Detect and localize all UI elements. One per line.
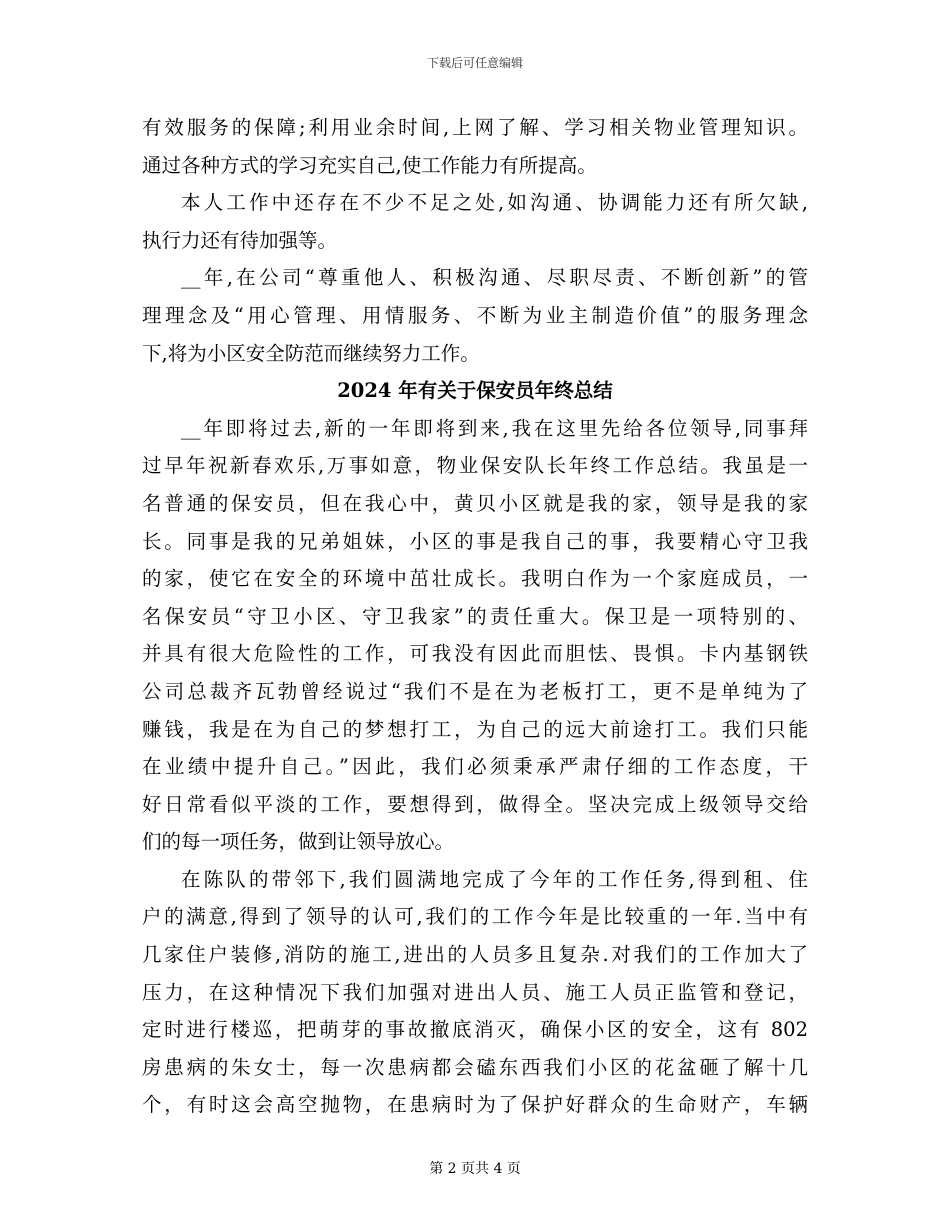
paragraph-line: 房患病的朱女士，每一次患病都会磕东西我们小区的花盆砸了解十几 bbox=[142, 1055, 808, 1079]
section-title: 2024 年有关于保安员年终总结 bbox=[337, 379, 613, 403]
paragraph-line: 并具有很大危险性的工作，可我没有因此而胆怯、畏惧。卡内基钢铁 bbox=[142, 642, 808, 666]
paragraph-line: 们的每一项任务，做到让领导放心。 bbox=[142, 830, 455, 854]
paragraph-line: 名保安员“守卫小区、守卫我家”的责任重大。保卫是一项特别的、 bbox=[142, 604, 808, 628]
paragraph-line: 定时进行楼巡，把萌芽的事故撤底消灭，确保小区的安全，这有 802 bbox=[142, 1018, 808, 1042]
paragraph-line: __年即将过去,新的一年即将到来,我在这里先给各位领导,同事拜 bbox=[181, 416, 808, 440]
paragraph-line: 好日常看似平淡的工作，要想得到，做得全。坚决完成上级领导交给 bbox=[142, 792, 808, 816]
paragraph-line: 几家住户装修,消防的施工,进出的人员多且复杂.对我们的工作加大了 bbox=[142, 943, 808, 967]
paragraph-line: 赚钱，我是在为自己的梦想打工，为自己的远大前途打工。我们只能 bbox=[142, 717, 808, 741]
paragraph-line: 在业绩中提升自己。”因此，我们必须秉承严肃仔细的工作态度，干 bbox=[142, 755, 808, 779]
document-body bbox=[142, 109, 808, 1124]
paragraph-line: 理理念及“用心管理、用情服务、不断为业主制造价值”的服务理念 bbox=[142, 303, 808, 327]
paragraph-line: 本人工作中还存在不少不足之处,如沟通、协调能力还有所欠缺, bbox=[181, 191, 808, 215]
paragraph-line: 有效服务的保障;利用业余时间,上网了解、学习相关物业管理知识。 bbox=[142, 116, 808, 139]
paragraph-line: 过早年祝新春欢乐,万事如意，物业保安队长年终工作总结。我虽是一 bbox=[142, 454, 808, 478]
paragraph-line: 长。同事是我的兄弟姐妹，小区的事是我自己的事，我要精心守卫我 bbox=[142, 529, 808, 553]
paragraph-line: 在陈队的带邻下,我们圆满地完成了今年的工作任务,得到租、住 bbox=[181, 867, 808, 891]
paragraph-line: 执行力还有待加强等。 bbox=[142, 228, 338, 252]
paragraph-line: 的家，使它在安全的环境中茁壮成长。我明白作为一个家庭成员，一 bbox=[142, 567, 808, 591]
page-footer: 第 2 页共 4 页 bbox=[429, 1161, 521, 1177]
paragraph-line: 压力，在这种情况下我们加强对进出人员、施工人员正监管和登记， bbox=[142, 980, 808, 1004]
paragraph-line: 通过各种方式的学习充实自己,使工作能力有所提高。 bbox=[142, 153, 597, 177]
paragraph-line: 户的满意,得到了领导的认可,我们的工作今年是比较重的一年.当中有 bbox=[142, 905, 808, 929]
paragraph-line: 名普通的保安员，但在我心中，黄贝小区就是我的家，领导是我的家 bbox=[142, 491, 808, 515]
paragraph-line: 个，有时这会高空抛物，在患病时为了保护好群众的生命财产，车辆 bbox=[142, 1093, 808, 1117]
paragraph-line: 公司总裁齐瓦勃曾经说过“我们不是在为老板打工，更不是单纯为了 bbox=[142, 679, 808, 703]
paragraph-line: 下,将为小区安全防范而继续努力工作。 bbox=[142, 341, 480, 365]
page-header: 下载后可任意编辑 bbox=[426, 56, 523, 70]
paragraph-line: __年,在公司“尊重他人、积极沟通、尽职尽责、不断创新”的管 bbox=[181, 266, 808, 290]
